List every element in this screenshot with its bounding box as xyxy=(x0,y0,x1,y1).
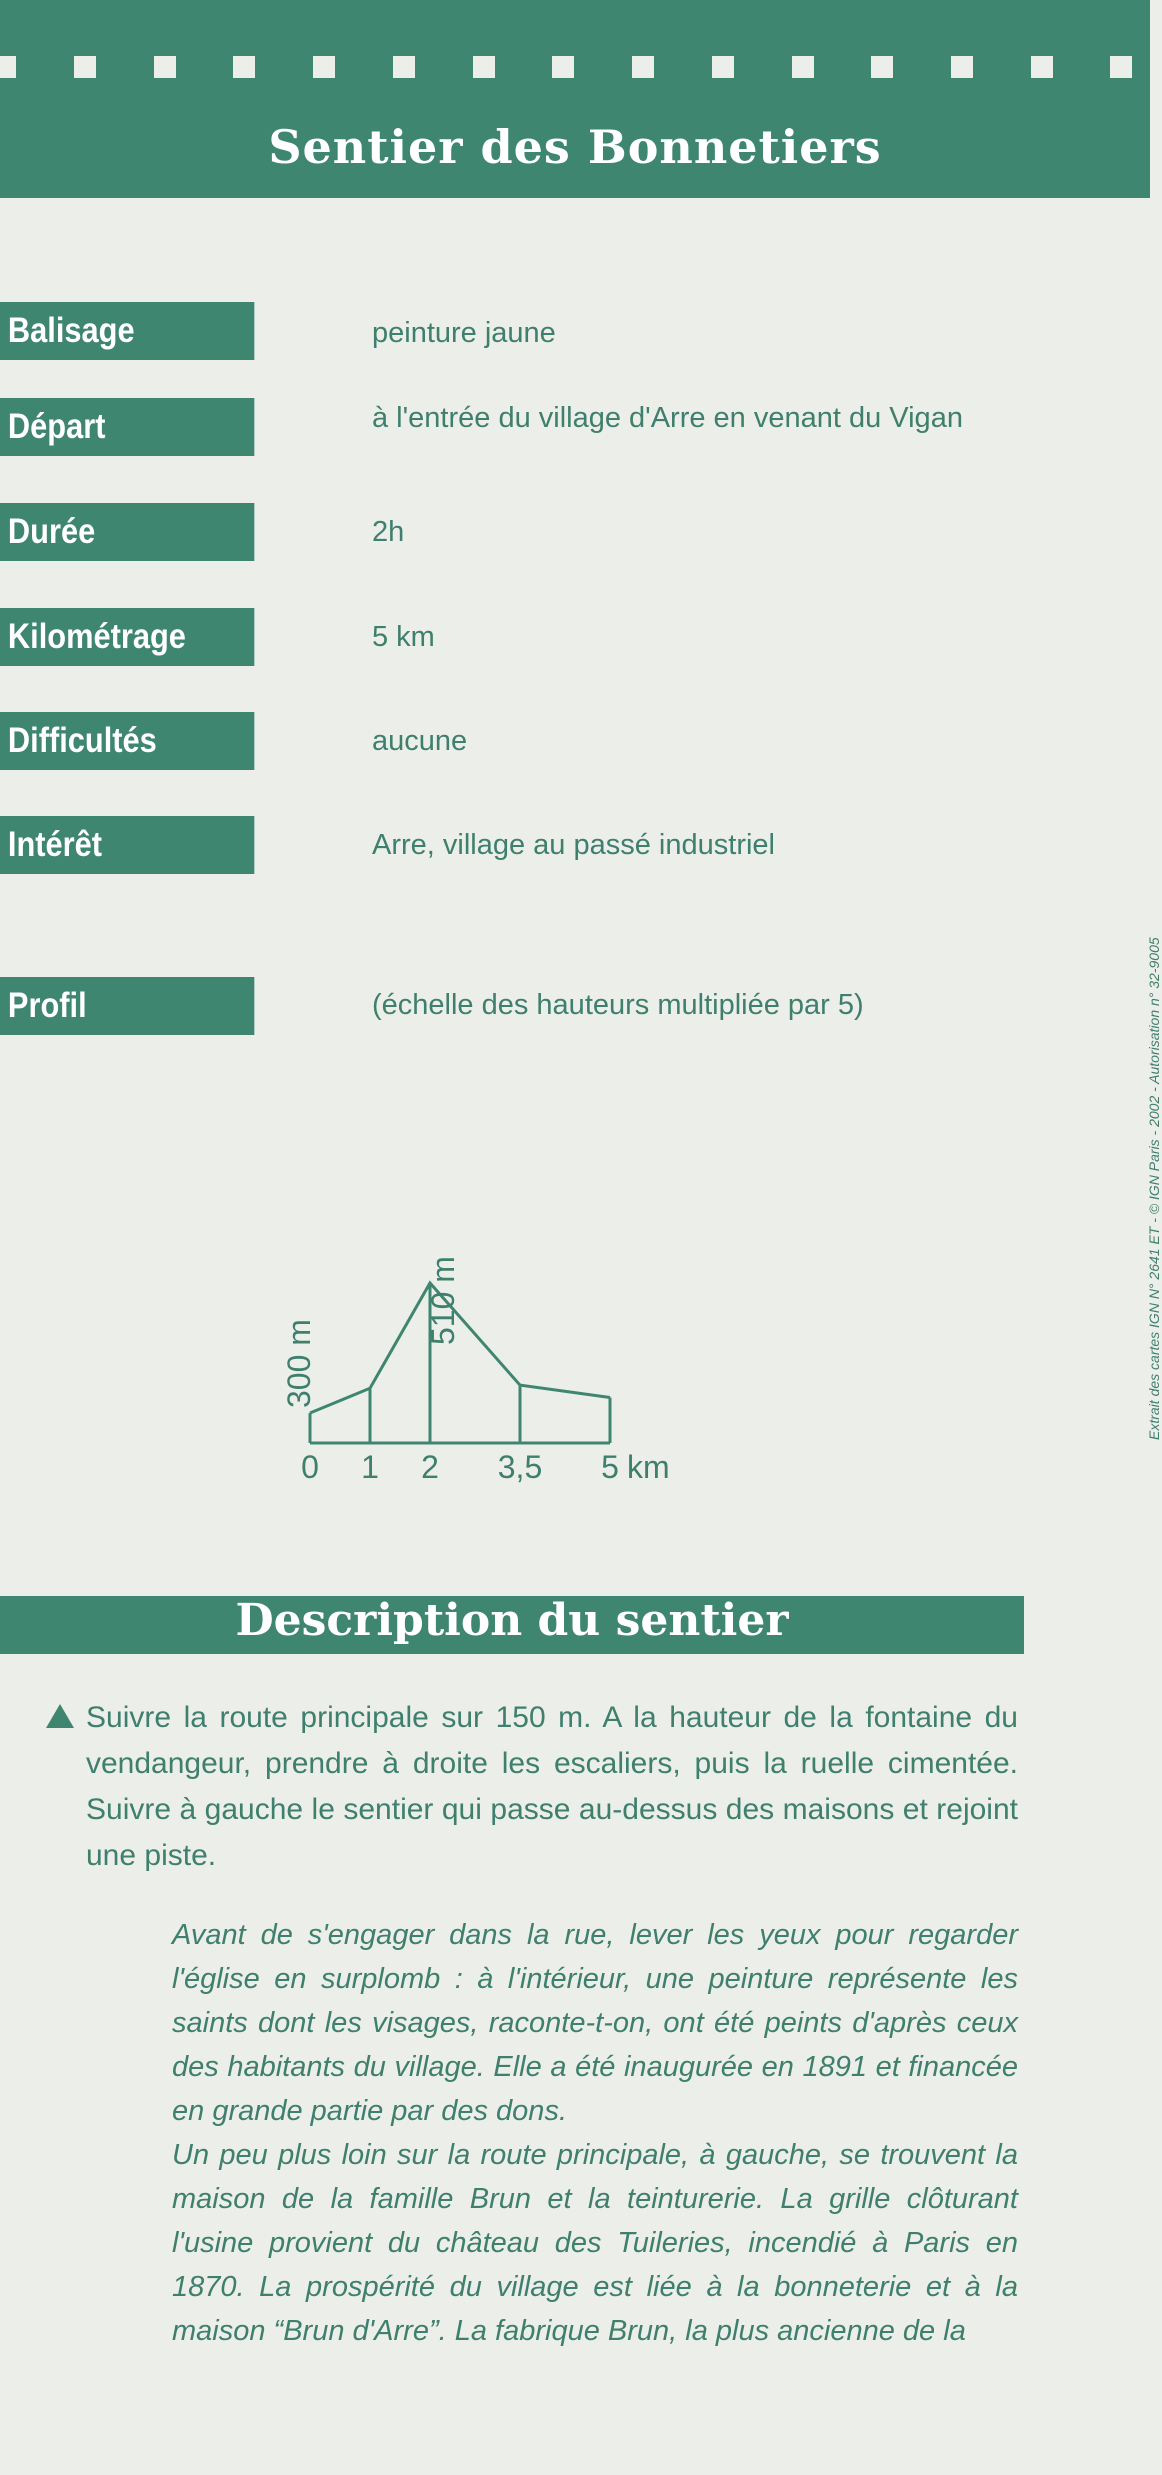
perforation-hole xyxy=(792,56,814,78)
description-note-paragraph-1: Avant de s'engager dans la rue, lever les yeux pour regarder l'église en surplomb : à l'intérieur, une peinture représente les saints dont les visages, raconte-t-on, ont été peints d'après ceux des habitants du village. Elle a été inaugurée en 1891 et financée en grande partie par des dons. xyxy=(172,1919,1018,2127)
label-profil: Profil xyxy=(0,977,254,1035)
label-duree: Durée xyxy=(0,503,254,561)
value-kilometrage: 5 km xyxy=(372,621,435,653)
value-profil: (échelle des hauteurs multipliée par 5) xyxy=(372,989,864,1021)
value-balisage: peinture jaune xyxy=(372,317,556,349)
value-difficultes: aucune xyxy=(372,725,468,757)
header-band xyxy=(0,0,1150,198)
description-title: Description du sentier xyxy=(235,1595,789,1646)
profile-x-tick: 1 xyxy=(361,1449,379,1485)
profile-x-tick: 3,5 xyxy=(497,1449,543,1485)
perforation-hole xyxy=(1110,56,1132,78)
label-difficultes: Difficultés xyxy=(0,712,254,770)
value-depart: à l'entrée du village d'Arre en venant du Vigan xyxy=(372,402,963,434)
label-balisage: Balisage xyxy=(0,302,254,360)
perforation-hole xyxy=(233,56,255,78)
value-interet: Arre, village au passé industriel xyxy=(372,829,775,861)
description-note xyxy=(172,1913,1018,2353)
profile-x-tick: 5 xyxy=(601,1449,619,1485)
label-interet: Intérêt xyxy=(0,816,254,874)
elevation-profile-chart xyxy=(270,1165,710,1495)
perforation-hole xyxy=(154,56,176,78)
perforation-hole xyxy=(74,56,96,78)
perforation-row xyxy=(0,56,1150,80)
perforation-hole xyxy=(951,56,973,78)
description-step-1: Suivre la route principale sur 150 m. A la hauteur de la fontaine du vendangeur, prendre à droite les escaliers, puis la ruelle cimentée. Suivre à gauche le sentier qui passe au-dessus des maisons et rejoint une piste. xyxy=(86,1701,1018,1872)
perforation-hole xyxy=(0,56,16,78)
perforation-hole xyxy=(632,56,654,78)
label-kilometrage: Kilométrage xyxy=(0,608,254,666)
triangle-marker-icon xyxy=(46,1704,74,1728)
perforation-hole xyxy=(393,56,415,78)
profile-x-unit: km xyxy=(627,1449,670,1485)
peak-altitude-label: 510 m xyxy=(425,1256,461,1345)
perforation-hole xyxy=(712,56,734,78)
perforation-hole xyxy=(1031,56,1053,78)
perforation-hole xyxy=(473,56,495,78)
label-depart: Départ xyxy=(0,398,254,456)
page-title: Sentier des Bonnetiers xyxy=(268,120,882,174)
profile-x-tick: 0 xyxy=(301,1449,319,1485)
profile-x-tick: 2 xyxy=(421,1449,439,1485)
map-credit: Extrait des cartes IGN N° 2641 ET - © IGN Paris - 2002 - Autorisation n° 32-9005 xyxy=(1146,937,1162,1440)
description-note-paragraph-2: Un peu plus loin sur la route principale, à gauche, se trouvent la maison de la famille Brun et la teinturerie. La grille clôturant l'usine provient du château des Tuileries, incendié à Paris en 1870. La prospérité du village est liée à la bonneterie et à la maison “Brun d'Arre”. La fabrique Brun, la plus ancienne de la xyxy=(172,2139,1018,2347)
perforation-hole xyxy=(313,56,335,78)
perforation-hole xyxy=(871,56,893,78)
value-duree: 2h xyxy=(372,516,405,548)
profile-x-ticks xyxy=(301,1449,619,1485)
perforation-hole xyxy=(552,56,574,78)
start-altitude-label: 300 m xyxy=(281,1319,317,1408)
